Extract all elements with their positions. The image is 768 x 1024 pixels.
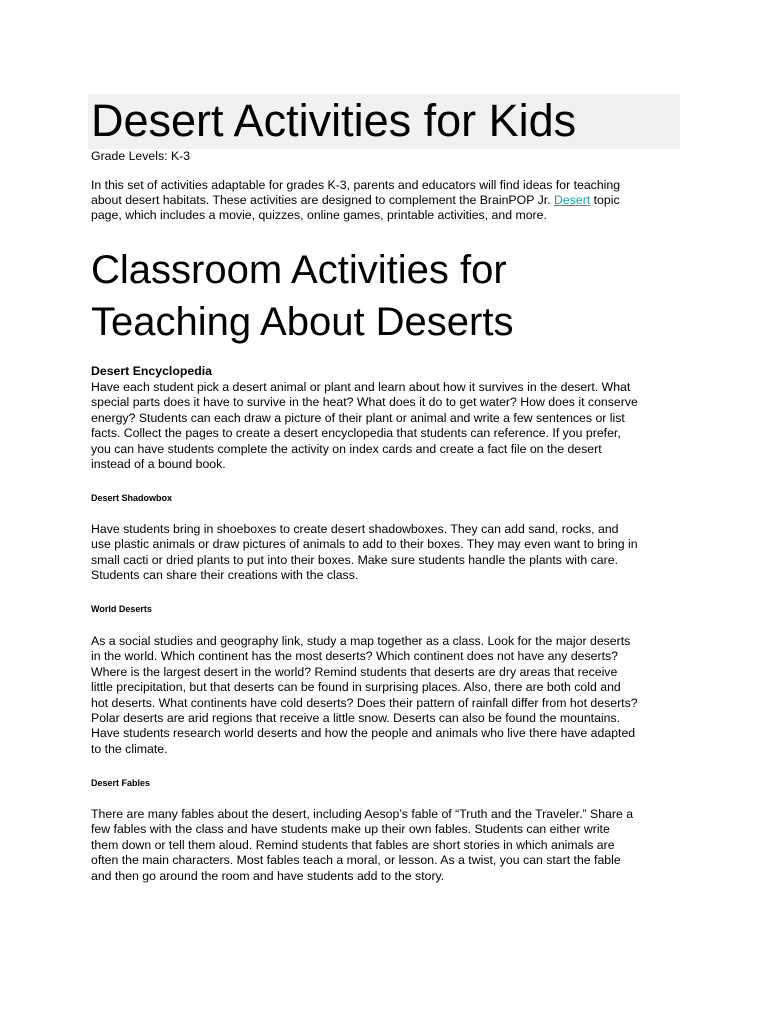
paragraph-line: to the climate. — [91, 741, 168, 756]
paragraph-line: special parts does it have to survive in the heat? What does it do to get water? How does it conserve — [91, 395, 638, 410]
paragraph-line: in the world. Which continent has the most deserts? Which continent does not have any deserts? — [91, 649, 619, 664]
paragraph-line: Have students bring in shoeboxes to create desert shadowboxes. They can add sand, rocks, and — [91, 522, 619, 536]
paragraph-line: Where is the largest desert in the world? Remind students that deserts are dry areas that receive — [91, 664, 618, 679]
intro-line: In this set of activities adaptable for grades K-3, parents and educators will find ideas for teaching — [91, 178, 621, 192]
paragraph-line: Students can share their creations with the class. — [91, 568, 359, 583]
paragraph-line: few fables with the class and have students make up their own fables. Students can either write — [91, 822, 610, 837]
activity-paragraph-fables — [91, 807, 633, 884]
activity-heading-world-deserts: World Deserts — [91, 604, 152, 614]
paragraph-line: energy? Students can each draw a picture of their plant or animal and write a few sentences or list — [91, 410, 625, 425]
intro-line — [91, 193, 620, 208]
activity-heading-fables: Desert Fables — [91, 778, 151, 788]
section-title-line: Teaching About Deserts — [91, 300, 514, 344]
paragraph-line: and then go around the room and have students add to the story. — [91, 868, 445, 883]
paragraph-line: little precipitation, but that deserts can be found in surprising places. Also, there are both cold and — [91, 680, 621, 695]
desert-topic-link[interactable]: Desert — [554, 193, 591, 207]
paragraph-line: Have students research world deserts and how the people and animals who live there have adapted — [91, 726, 636, 741]
paragraph-line: As a social studies and geography link, study a map together as a class. Look for the major deserts — [91, 634, 631, 648]
paragraph-line: often the main characters. Most fables teach a moral, or lesson. As a twist, you can start the fable — [91, 853, 621, 868]
activity-paragraph-shadowbox — [91, 522, 638, 584]
paragraph-line: hot deserts. What continents have cold deserts? Does their pattern of rainfall differ from hot deserts? — [91, 695, 638, 710]
paragraph-line: Have each student pick a desert animal or plant and learn about how it survives in the desert. What — [91, 380, 631, 394]
intro-text: about desert habitats. These activities are designed to complement the BrainPOP Jr. — [91, 193, 554, 207]
intro-text: topic — [590, 193, 620, 207]
page-title: Desert Activities for Kids — [91, 95, 577, 146]
section-title — [91, 244, 513, 348]
paragraph-line: Polar deserts are arid regions that receive a little snow. Deserts can also be found the mountains. — [91, 711, 621, 726]
paragraph-line: instead of a bound book. — [91, 457, 226, 472]
paragraph-line: them down or tell them aloud. Remind students that fables are short stories in which animals are — [91, 837, 615, 852]
paragraph-line: There are many fables about the desert, including Aesop’s fable of “Truth and the Traveler.” Share a — [91, 807, 634, 821]
paragraph-line: you can have students complete the activity on index cards and create a fact file on the desert — [91, 441, 602, 456]
paragraph-line: small cacti or dried plants to put into their boxes. Make sure students handle the plants with care. — [91, 552, 618, 567]
paragraph-line: use plastic animals or draw pictures of animals to add to their boxes. They may even want to bring in — [91, 537, 638, 552]
activity-paragraph-encyclopedia — [91, 380, 638, 472]
activity-heading-encyclopedia: Desert Encyclopedia — [91, 364, 212, 378]
activity-heading-shadowbox: Desert Shadowbox — [91, 493, 173, 503]
paragraph-line: facts. Collect the pages to create a desert encyclopedia that students can reference. If you prefer, — [91, 426, 621, 441]
intro-line: page, which includes a movie, quizzes, online games, printable activities, and more. — [91, 208, 547, 222]
activity-paragraph-world-deserts — [91, 634, 638, 757]
grade-levels: Grade Levels: K-3 — [91, 149, 191, 163]
section-title-line: Classroom Activities for — [91, 248, 507, 292]
intro-paragraph — [91, 178, 620, 223]
